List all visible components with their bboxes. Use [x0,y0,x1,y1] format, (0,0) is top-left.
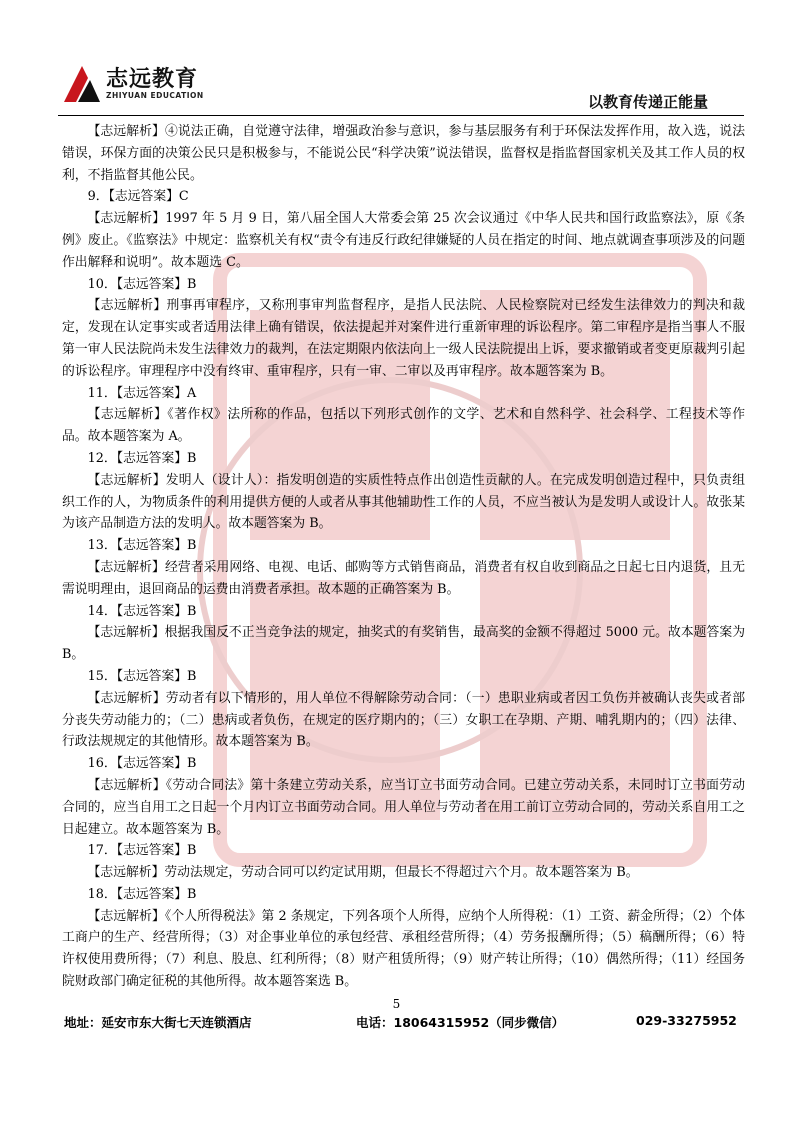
footer-address: 地址：延安市东大街七天连锁酒店 [64,1015,252,1030]
page-header [58,58,748,116]
answer-line: 9．【志远答案】C [87,189,189,205]
analysis-paragraph: 【志远解析】1997 年 5 月 9 日，第八届全国人大常委会第 25 次会议通过《中华人民共和国行政监察法》，原《条例》废止。《监察法》中规定：监察机关有权“责令有违反行政纪律嫌疑的人员在指定的时间、地点就调查事项涉及的问题作出解释和说明”。故本题选 C。 [62,211,745,270]
footer-telephone: 029-33275952 [636,1013,737,1028]
logo-icon [60,62,104,106]
analysis-paragraph: 【志远解析】刑事再审程序，又称刑事审判监督程序，是指人民法院、人民检察院对已经发生法律效力的判决和裁定，发现在认定事实或者适用法律上确有错误，依法提起并对案件进行重新审理的诉讼程序。第二审程序是指当事人不服第一审人民法院尚未发生法律效力的裁判，在法定期限内依法向上一级人民法院提出上诉，要求撤销或者变更原裁判引起的诉讼程序。审理程序中没有终审、重审程序，只有一审、二审以及再审程序。故本题答案为 B。 [62,298,745,379]
analysis-paragraph: 【志远解析】经营者采用网络、电视、电话、邮购等方式销售商品，消费者有权自收到商品之日起七日内退货，且无需说明理由，退回商品的运费由消费者承担。故本题的正确答案为 B。 [62,559,745,597]
answer-line: 11．【志远答案】A [87,385,197,401]
footer-phone: 电话：18064315952（同步微信） [356,1015,565,1030]
answer-line: 10．【志远答案】B [87,276,197,292]
answer-line: 14．【志远答案】B [87,603,197,619]
brand-name: 志远教育 [106,67,199,92]
answer-line: 13．【志远答案】B [87,538,197,554]
answer-line: 12．【志远答案】B [87,450,197,466]
page-number: 5 [392,997,401,1011]
answer-line: 15．【志远答案】B [87,668,197,684]
analysis-paragraph: 【志远解析】发明人（设计人）：指发明创造的实质性特点作出创造性贡献的人。在完成发明创造过程中，只负责组织工作的人，为物质条件的利用提供方便的人或者从事其他辅助性工作的人员，不应当被认为是发明人或设计人。故张某为该产品制造方法的发明人。故本题答案为 B。 [62,472,745,532]
brand-name-en: ZHIYUAN EDUCATION [106,91,204,100]
answer-line: 16．【志远答案】B [87,756,197,772]
analysis-paragraph: 【志远解析】劳动法规定，劳动合同可以约定试用期，但最长不得超过六个月。故本题答案为 B。 [87,865,639,881]
analysis-paragraph: 【志远解析】劳动者有以下情形的，用人单位不得解除劳动合同：（一）患职业病或者因工负伤并被确认丧失或者部分丧失劳动能力的；（二）患病或者负伤，在规定的医疗期内的；（三）女职工在孕期、产期、哺乳期内的；（四）法律、行政法规规定的其他情形。故本题答案为 B。 [62,690,745,750]
header-slogan: 以教育传递正能量 [587,93,708,111]
analysis-paragraph: 【志远解析】④说法正确，自觉遵守法律，增强政治参与意识，参与基层服务有利于环保法发挥作用，故入选，说法错误，环保方面的决策公民只是积极参与，不能说公民“科学决策”说法错误，监督权是指监督国家机关及其工作人员的权利，不指监督其他公民。 [62,124,745,183]
answer-line: 18．【志远答案】B [87,886,197,902]
analysis-paragraph: 【志远解析】《个人所得税法》第 2 条规定，下列各项个人所得，应纳个人所得税：（1）工资、薪金所得；（2）个体工商户的生产、经营所得；（3）对企事业单位的承包经营、承租经营所得；（4）劳务报酬所得；（5）稿酬所得；（6）特许权使用费所得；（7）利息、股息、红利所得；（8）财产租赁所得；（9）财产转让所得；（10）偶然所得；（11）经国务院财政部门确定征税的其他所得。故本题答案选 B。 [62,908,745,990]
analysis-paragraph: 【志远解析】《劳动合同法》第十条建立劳动关系，应当订立书面劳动合同。已建立劳动关系，未同时订立书面劳动合同的，应当自用工之日起一个月内订立书面劳动合同。用人单位与劳动者在用工前订立劳动合同的，劳动关系自用工之日起建立。故本题答案为 B。 [62,777,745,837]
answer-content [62,121,745,993]
analysis-paragraph: 【志远解析】根据我国反不正当竞争法的规定，抽奖式的有奖销售，最高奖的金额不得超过 5000 元。故本题答案为 B。 [62,625,745,663]
answer-line: 17．【志远答案】B [87,843,197,859]
header-divider [58,115,744,116]
analysis-paragraph: 【志远解析】《著作权》法所称的作品，包括以下列形式创作的文学、艺术和自然科学、社会科学、工程技术等作品。故本题答案为 A。 [62,407,745,445]
